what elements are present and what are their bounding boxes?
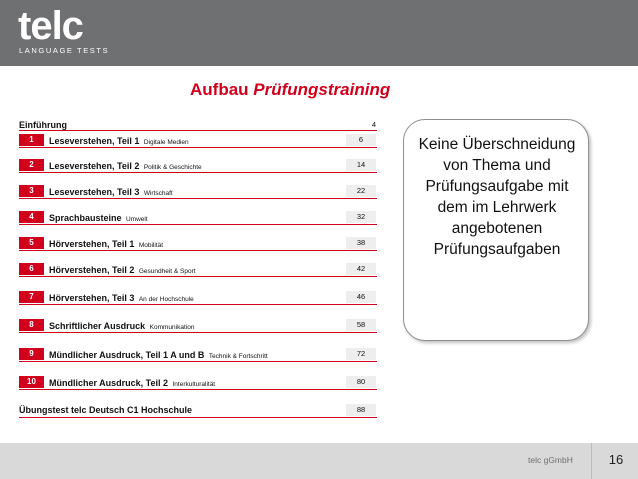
toc-divider [19,130,377,131]
toc-divider [19,147,377,148]
toc-page-number: 46 [346,291,376,303]
toc-row [19,211,379,227]
toc-row [19,134,379,150]
toc-page-number: 72 [346,348,376,360]
toc-entry-text [49,185,173,197]
toc-intro-page: 4 [371,120,376,129]
toc-entry-title: Hörverstehen, Teil 2 [49,265,135,275]
toc-row-final-test [19,404,379,420]
toc-number-badge: 1 [19,134,44,146]
toc-number-badge: 2 [19,159,44,171]
toc-entry-topic: Kommunikation [149,324,195,331]
toc-entry-topic: Digitale Medien [143,139,189,146]
toc-entry-text [49,348,268,360]
slide-title-plain: Aufbau [190,80,254,99]
toc-entry-text [49,291,194,303]
toc-page-number: 6 [346,134,376,146]
toc-entry-title: Mündlicher Ausdruck, Teil 2 [49,378,169,388]
toc-row [19,319,379,335]
callout-box [403,119,589,341]
toc-entry-text [49,159,202,171]
toc-number-badge: 5 [19,237,44,249]
toc-number-badge: 9 [19,348,44,360]
logo-subtitle: LANGUAGE TESTS [19,46,110,55]
toc-entry-text [49,319,194,331]
toc-entry-topic: Mobilität [138,242,164,249]
toc-divider [19,224,377,225]
toc-row [19,237,379,253]
toc-page-number: 80 [346,376,376,388]
slide-title [190,80,390,100]
toc-entry-topic: An der Hochschule [138,296,194,303]
toc-divider [19,389,377,390]
slide-page-number: 16 [608,452,624,467]
toc-entry-title: Leseverstehen, Teil 1 [49,136,140,146]
toc-divider [19,361,377,362]
toc-entry-text [49,376,215,388]
toc-entry-title: Schriftlicher Ausdruck [49,321,146,331]
toc-entry-topic: Politik & Geschichte [143,164,202,171]
toc-intro-label: Einführung [19,120,67,130]
toc-page-number: 38 [346,237,376,249]
toc-page-number: 22 [346,185,376,197]
toc-entry-text [49,263,196,275]
toc-page-number: 42 [346,263,376,275]
toc-number-badge: 6 [19,263,44,275]
header-bar [0,0,638,66]
slide-title-italic: Prüfungstraining [253,80,391,99]
toc-number-badge: 3 [19,185,44,197]
toc-divider [19,172,377,173]
toc-number-badge: 8 [19,319,44,331]
toc-row [19,263,379,279]
toc-row [19,376,379,392]
footer-divider [591,443,592,479]
toc-entry-title: Hörverstehen, Teil 3 [49,293,135,303]
toc-page-number: 32 [346,211,376,223]
toc-entry-topic: Wirtschaft [143,190,173,197]
toc-divider [19,332,377,333]
toc-row-intro [19,119,379,135]
toc-entry-title: Leseverstehen, Teil 2 [49,161,140,171]
toc-divider [19,250,377,251]
toc-page-number: 58 [346,319,376,331]
toc-row [19,159,379,175]
toc-page-number: 14 [346,159,376,171]
toc-entry-topic: Umwelt [125,216,148,223]
toc-entry-topic: Technik & Fortschritt [208,353,268,360]
toc-divider [19,198,377,199]
toc-entry-title: Hörverstehen, Teil 1 [49,239,135,249]
toc-number-badge: 7 [19,291,44,303]
toc-number-badge: 4 [19,211,44,223]
callout-text: Keine Überschneidung von Thema und Prüfungsaufgabe mit dem im Lehrwerk angebotenen Prüfungsaufgaben [418,136,576,258]
logo-wordmark: telc [18,4,83,48]
toc-number-badge: 10 [19,376,44,388]
toc-entry-topic: Gesundheit & Sport [138,268,196,275]
toc-entry-text [49,237,163,249]
toc-row [19,348,379,364]
toc-divider [19,304,377,305]
toc-entry-text [49,211,148,223]
toc-divider [19,417,377,418]
toc-row [19,291,379,307]
toc-divider [19,276,377,277]
telc-logo [18,4,148,62]
footer-company: telc gGmbH [528,455,573,465]
toc-entry-text [49,134,189,146]
toc-final-label: Übungstest telc Deutsch C1 Hochschule [19,405,193,415]
toc-entry-title: Leseverstehen, Teil 3 [49,187,140,197]
toc-entry-title: Mündlicher Ausdruck, Teil 1 A und B [49,350,205,360]
toc-row [19,185,379,201]
toc-final-page: 88 [346,404,376,416]
toc-entry-topic: Interkulturalität [172,381,216,388]
toc-entry-title: Sprachbausteine [49,213,122,223]
